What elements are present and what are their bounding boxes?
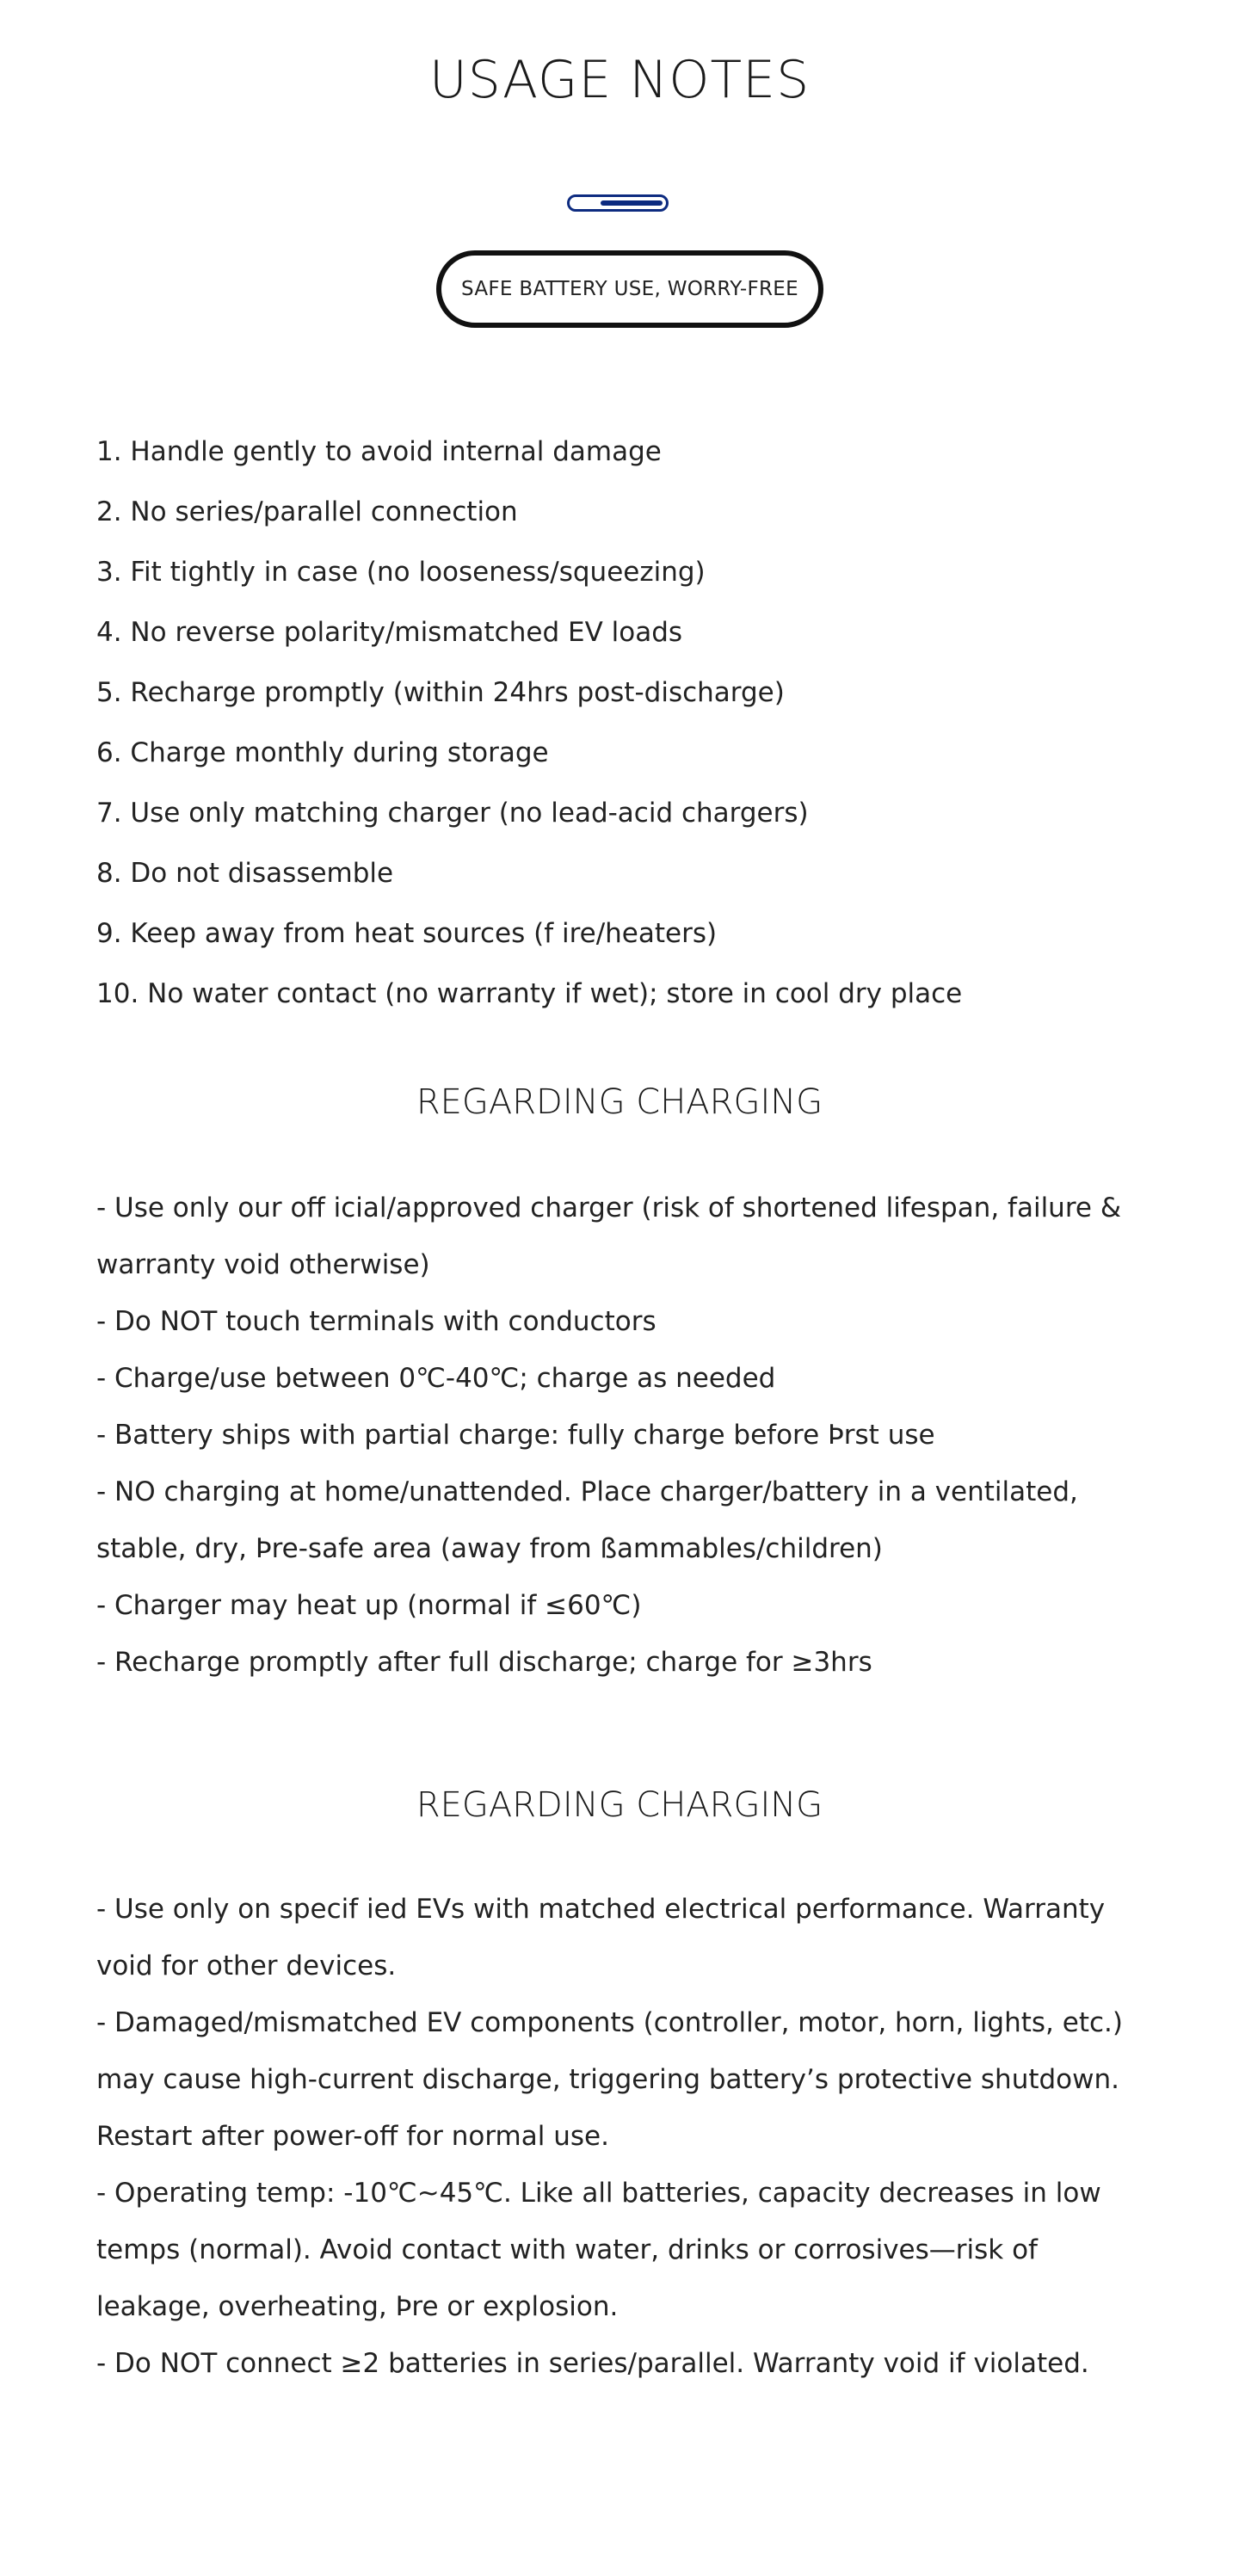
list-item: 1. Handle gently to avoid internal damage <box>96 436 662 467</box>
list-item: - Do NOT touch terminals with conductors <box>96 1306 656 1337</box>
usage-notes-list <box>96 422 962 1024</box>
list-item: 4. No reverse polarity/mismatched EV loads <box>96 617 683 648</box>
list-item: - NO charging at home/unattended. Place charger/battery in a ventilated, stable, dry, Þre-safe area (away from ßammables/children) <box>96 1476 1078 1564</box>
list-item: 2. No series/parallel connection <box>96 496 518 527</box>
list-item: - Do NOT connect ≥2 batteries in series/parallel. Warranty void if violated. <box>96 2348 1089 2379</box>
section-title-charging: REGARDING CHARGING <box>416 1082 823 1122</box>
list-item: - Recharge promptly after full discharge; charge for ≥3hrs <box>96 1647 872 1678</box>
list-item: - Battery ships with partial charge: fully charge before Þrst use <box>96 1420 935 1451</box>
list-item: 5. Recharge promptly (within 24hrs post-discharge) <box>96 677 785 708</box>
list-item: 10. No water contact (no warranty if wet); store in cool dry place <box>96 978 963 1009</box>
section-title-usage: REGARDING CHARGING <box>416 1785 823 1825</box>
list-item: - Damaged/mismatched EV components (controller, motor, horn, lights, etc.) may cause high-current discharge, triggering battery’s protective shutdown. Restart after power-off for normal use. <box>96 2007 1123 2152</box>
list-item: 6. Charge monthly during storage <box>96 737 549 768</box>
slider-indicator-fill <box>601 200 663 206</box>
list-item: - Use only our off icial/approved charger (risk of shortened lifespan, failure & warranty void otherwise) <box>96 1192 1121 1280</box>
page-title: USAGE NOTES <box>428 50 811 110</box>
tagline-badge: SAFE BATTERY USE, WORRY-FREE <box>436 250 823 328</box>
usage-conditions-list <box>96 1881 1155 2392</box>
list-item: 9. Keep away from heat sources (f ire/heaters) <box>96 918 718 949</box>
list-item: - Operating temp: -10℃~45℃. Like all batteries, capacity decreases in low temps (normal). Avoid contact with water, drinks or corrosives—risk of leakage, overheating, Þre or explosion. <box>96 2178 1101 2322</box>
list-item: 3. Fit tightly in case (no looseness/squeezing) <box>96 557 706 588</box>
list-item: - Charge/use between 0℃-40℃; charge as needed <box>96 1363 776 1394</box>
charging-notes-list <box>96 1180 1155 1691</box>
slider-indicator <box>567 194 669 212</box>
list-item: - Charger may heat up (normal if ≤60℃) <box>96 1590 642 1621</box>
list-item: 8. Do not disassemble <box>96 858 394 889</box>
list-item: - Use only on specif ied EVs with matched electrical performance. Warranty void for other devices. <box>96 1894 1106 1981</box>
list-item: 7. Use only matching charger (no lead-acid chargers) <box>96 798 809 829</box>
